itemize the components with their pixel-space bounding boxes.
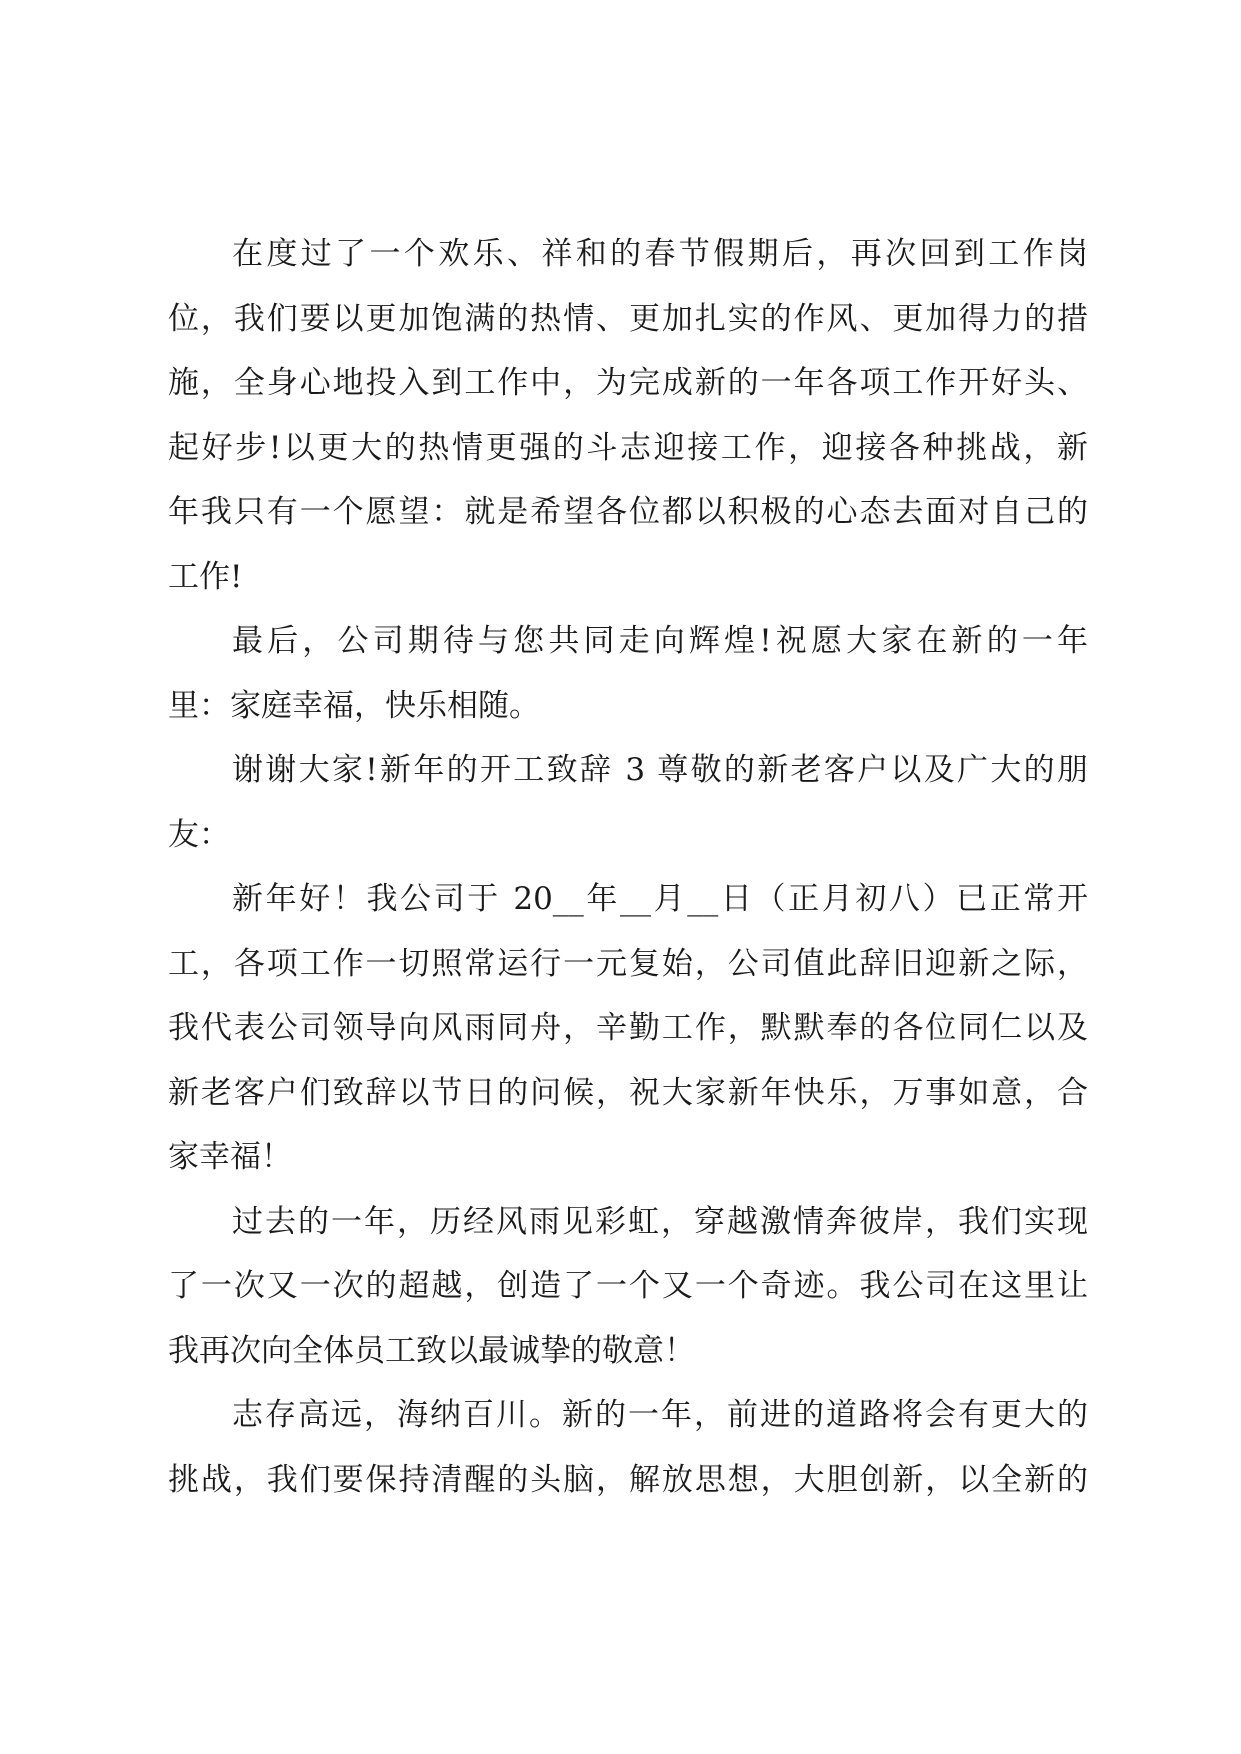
paragraph-line: 工，各项工作一切照常运行一元复始，公司值此辞旧迎新之际， bbox=[168, 945, 1088, 982]
paragraph-line: 新年好！我公司于 20__年__月__日（正月初八）已正常开 bbox=[232, 881, 1088, 917]
paragraph-line: 我代表公司领导向风雨同舟，辛勤工作，默默奉的各位同仁以及 bbox=[168, 1010, 1088, 1046]
paragraph-line: 位，我们要以更加饱满的热情、更加扎实的作风、更加得力的措 bbox=[168, 300, 1088, 337]
paragraph-line: 挑战，我们要保持清醒的头脑，解放思想，大胆创新，以全新的 bbox=[168, 1461, 1088, 1498]
document-body bbox=[168, 222, 1088, 1512]
paragraph-line: 友： bbox=[168, 816, 230, 853]
paragraph-line: 在度过了一个欢乐、祥和的春节假期后，再次回到工作岗 bbox=[232, 236, 1088, 272]
paragraph-line: 里：家庭幸福，快乐相随。 bbox=[168, 687, 540, 724]
paragraph-line: 最后，公司期待与您共同走向辉煌!祝愿大家在新的一年 bbox=[232, 623, 1088, 659]
paragraph-line: 志存高远，海纳百川。新的一年，前进的道路将会有更大的 bbox=[232, 1397, 1088, 1433]
paragraph-line: 年我只有一个愿望：就是希望各位都以积极的心态去面对自己的 bbox=[168, 494, 1088, 530]
paragraph-line: 工作! bbox=[168, 558, 243, 595]
paragraph-line: 家幸福！ bbox=[168, 1139, 292, 1175]
paragraph-line: 过去的一年，历经风雨见彩虹，穿越激情奔彼岸，我们实现 bbox=[232, 1203, 1088, 1240]
paragraph-line: 谢谢大家!新年的开工致辞 3 尊敬的新老客户以及广大的朋 bbox=[232, 752, 1088, 788]
paragraph-line: 新老客户们致辞以节日的问候，祝大家新年快乐，万事如意，合 bbox=[168, 1074, 1088, 1111]
paragraph-line: 施，全身心地投入到工作中，为完成新的一年各项工作开好头、 bbox=[168, 365, 1088, 401]
paragraph-line: 了一次又一次的超越，创造了一个又一个奇迹。我公司在这里让 bbox=[168, 1268, 1088, 1304]
paragraph-line: 我再次向全体员工致以最诚挚的敬意！ bbox=[168, 1332, 695, 1369]
paragraph-line: 起好步!以更大的热情更强的斗志迎接工作，迎接各种挑战，新 bbox=[168, 429, 1088, 466]
